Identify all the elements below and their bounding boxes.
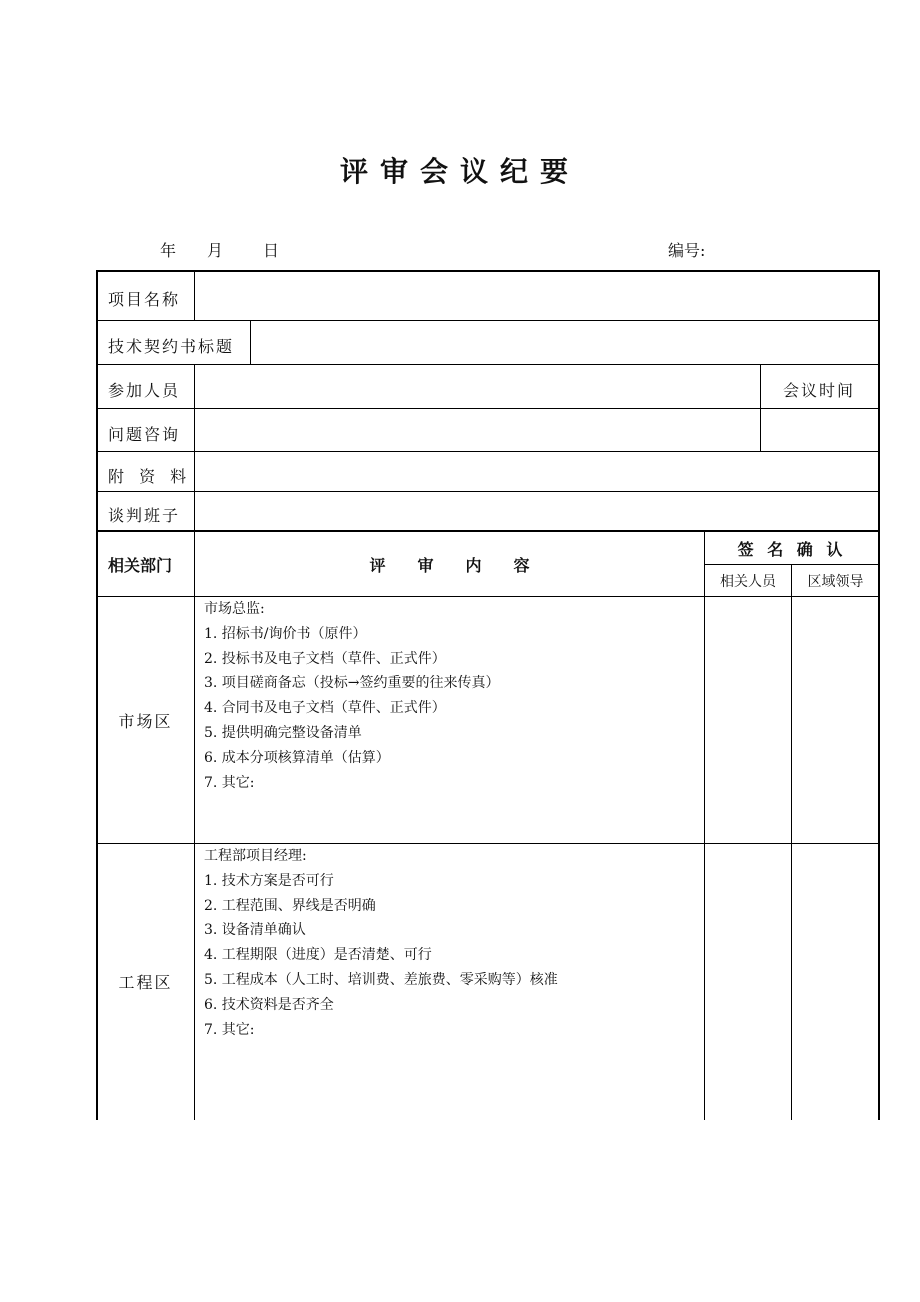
attachments-label: 附 资 料 [108, 467, 192, 486]
review-line: 市场总监: [204, 601, 265, 617]
review-line: 3. 项目磋商备忘（投标→签约重要的往来传真） [204, 675, 500, 692]
question-consult-label: 问题咨询 [108, 425, 181, 444]
review-line: 7. 其它: [204, 774, 255, 791]
review-line: 4. 合同书及电子文档（草件、正式件） [204, 700, 446, 717]
review-line: 1. 招标书/询价书（原件） [204, 625, 367, 642]
participants-label: 参加人员 [108, 381, 181, 400]
project-name-label: 项目名称 [108, 290, 181, 309]
section-dept-market: 市场区 [118, 712, 173, 731]
content-header: 评 审 内 容 [369, 556, 530, 575]
review-line: 5. 工程成本（人工时、培训费、差旅费、零采购等）核准 [204, 971, 558, 988]
serial-number-label: 编号: [668, 241, 706, 260]
document-title: 评审会议纪要 [339, 155, 580, 188]
review-line: 工程部项目经理: [204, 848, 307, 864]
month-label: 月 [207, 241, 224, 260]
review-line: 6. 技术资料是否齐全 [204, 996, 334, 1013]
review-line: 2. 工程范围、界线是否明确 [204, 897, 376, 914]
review-line: 1. 技术方案是否可行 [204, 872, 334, 889]
section-dept-engineering: 工程区 [118, 973, 173, 992]
review-line: 5. 提供明确完整设备清单 [204, 724, 362, 741]
sign-confirm-header: 签 名 确 认 [737, 540, 847, 559]
dept-header: 相关部门 [108, 556, 173, 575]
review-line: 4. 工程期限（进度）是否清楚、可行 [204, 947, 432, 964]
negotiation-team-label: 谈判班子 [108, 506, 181, 525]
meeting-time-label: 会议时间 [783, 381, 856, 400]
year-label: 年 [160, 241, 177, 260]
review-line: 3. 设备清单确认 [204, 922, 306, 939]
section-content-market [204, 597, 500, 795]
contract-title-label: 技术契约书标题 [108, 337, 235, 356]
review-line: 2. 投标书及电子文档（草件、正式件） [204, 650, 446, 667]
section-content-engineering [204, 844, 558, 1042]
sign-regional-leader-header: 区域领导 [807, 574, 864, 590]
review-line: 7. 其它: [204, 1021, 255, 1038]
sign-related-staff-header: 相关人员 [720, 574, 776, 590]
review-line: 6. 成本分项核算清单（估算） [204, 749, 390, 766]
day-label: 日 [263, 241, 280, 260]
